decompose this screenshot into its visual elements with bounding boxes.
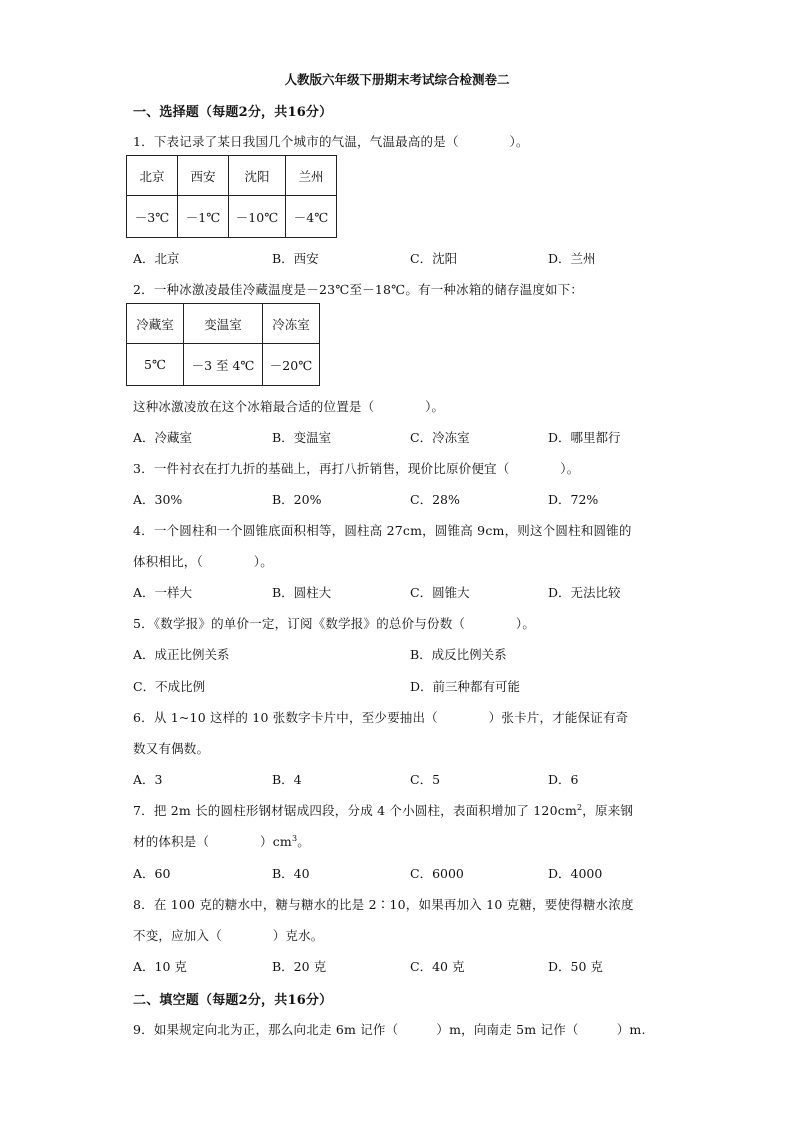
table-header-cell: 兰州 — [286, 156, 337, 196]
question-5-option-c: C．不成比例 — [133, 679, 206, 694]
question-8-text: 8．在 100 克的糖水中，糖与糖水的比是 2∶10，如果再加入 10 克糖，要使得糖水浓度 — [133, 897, 634, 912]
question-6-option-a: A．3 — [133, 772, 163, 787]
question-2-option-c: C．冷冻室 — [410, 430, 470, 445]
question-8-option-c: C．40 克 — [410, 959, 465, 974]
question-7-text-part: ，原来钢 — [582, 803, 634, 818]
table-value-cell: －3 至 4℃ — [184, 344, 263, 386]
table-value-cell: －20℃ — [263, 344, 320, 386]
question-7-option-a: A．60 — [133, 866, 171, 881]
question-3-option-b: B．20% — [272, 492, 322, 507]
table-header-cell: 沈阳 — [229, 156, 286, 196]
question-6-option-c: C．5 — [410, 772, 441, 787]
question-6-option-d: D．6 — [548, 772, 579, 787]
question-5-option-b: B．成反比例关系 — [410, 647, 507, 662]
question-7-text-part: 7．把 2m 长的圆柱形钢材锯成四段，分成 4 个小圆柱，表面积增加了 120cm — [133, 803, 577, 818]
question-6-text: 6．从 1~10 这样的 10 张数字卡片中，至少要抽出（ ）张卡片，才能保证有奇 — [133, 710, 629, 725]
question-1-option-b: B．西安 — [272, 251, 319, 266]
question-2-text-continued: 这种冰激凌放在这个冰箱最合适的位置是（ ）。 — [133, 399, 445, 414]
superscript: 2 — [577, 802, 583, 812]
question-4-option-a: A．一样大 — [133, 585, 193, 600]
table-value-cell: －10℃ — [229, 196, 286, 238]
page-title: 人教版六年级下册期末考试综合检测卷二 — [284, 72, 510, 87]
question-7-text-continued — [133, 832, 310, 850]
table-header-cell: 冷藏室 — [127, 304, 184, 344]
question-1-option-c: C．沈阳 — [410, 251, 458, 266]
question-4-option-d: D．无法比较 — [548, 585, 621, 600]
question-5-text: 5．《数学报》的单价一定，订阅《数学报》的总价与份数（ ）。 — [133, 616, 536, 631]
question-2-option-a: A．冷藏室 — [133, 430, 193, 445]
question-4-option-c: C．圆锥大 — [410, 585, 470, 600]
question-3-option-a: A．30% — [133, 492, 183, 507]
question-3-option-c: C．28% — [410, 492, 460, 507]
table-value-cell: －3℃ — [127, 196, 178, 238]
table-header-cell: 北京 — [127, 156, 178, 196]
question-5-option-a: A．成正比例关系 — [133, 647, 230, 662]
question-3-text: 3．一件衬衣在打九折的基础上，再打八折销售，现价比原价便宜（ ）。 — [133, 461, 580, 476]
question-4-text-continued: 体积相比，（ ）。 — [133, 554, 273, 569]
question-7-option-c: C．6000 — [410, 866, 464, 881]
table-value-cell: －1℃ — [178, 196, 229, 238]
question-7-text-part: 。 — [297, 834, 310, 849]
question-7-option-d: D．4000 — [548, 866, 603, 881]
question-9-text: 9．如果规定向北为正，那么向北走 6m 记作（ ）m，向南走 5m 记作（ ）m. — [133, 1022, 646, 1037]
question-7-option-b: B．40 — [272, 866, 310, 881]
superscript: 3 — [291, 833, 298, 843]
question-4-option-b: B．圆柱大 — [272, 585, 332, 600]
question-2-text: 2．一种冰激凌最佳冷藏温度是－23℃至－18℃。有一种冰箱的储存温度如下： — [133, 282, 584, 297]
question-7-text — [133, 801, 633, 819]
question-5-option-d: D．前三种都有可能 — [410, 679, 521, 694]
table-header-cell: 冷冻室 — [263, 304, 320, 344]
question-8-option-d: D．50 克 — [548, 959, 603, 974]
question-3-option-d: D．72% — [548, 492, 599, 507]
table-value-cell: －4℃ — [286, 196, 337, 238]
table-header-cell: 变温室 — [184, 304, 263, 344]
question-8-option-a: A．10 克 — [133, 959, 187, 974]
question-1-option-a: A．北京 — [133, 251, 180, 266]
section-heading-fill-in: 二、填空题（每题2分，共16分） — [133, 993, 333, 1008]
question-6-text-continued: 数又有偶数。 — [133, 741, 210, 756]
question-1-table — [126, 155, 337, 238]
table-header-cell: 西安 — [178, 156, 229, 196]
question-4-text: 4．一个圆柱和一个圆锥底面积相等，圆柱高 27cm，圆锥高 9cm，则这个圆柱和圆锥的 — [133, 523, 632, 538]
table-value-cell: 5℃ — [127, 344, 184, 386]
question-2-option-b: B．变温室 — [272, 430, 332, 445]
question-2-table — [126, 303, 320, 386]
question-1-text: 1．下表记录了某日我国几个城市的气温，气温最高的是（ ）。 — [133, 134, 529, 149]
question-8-text-continued: 不变，应加入（ ）克水。 — [133, 928, 324, 943]
question-7-text-part: 材的体积是（ ）cm — [133, 834, 292, 849]
question-2-option-d: D．哪里都行 — [548, 430, 621, 445]
question-6-option-b: B．4 — [272, 772, 302, 787]
section-heading-choice: 一、选择题（每题2分，共16分） — [133, 105, 333, 120]
question-1-option-d: D．兰州 — [548, 251, 596, 266]
question-8-option-b: B．20 克 — [272, 959, 327, 974]
